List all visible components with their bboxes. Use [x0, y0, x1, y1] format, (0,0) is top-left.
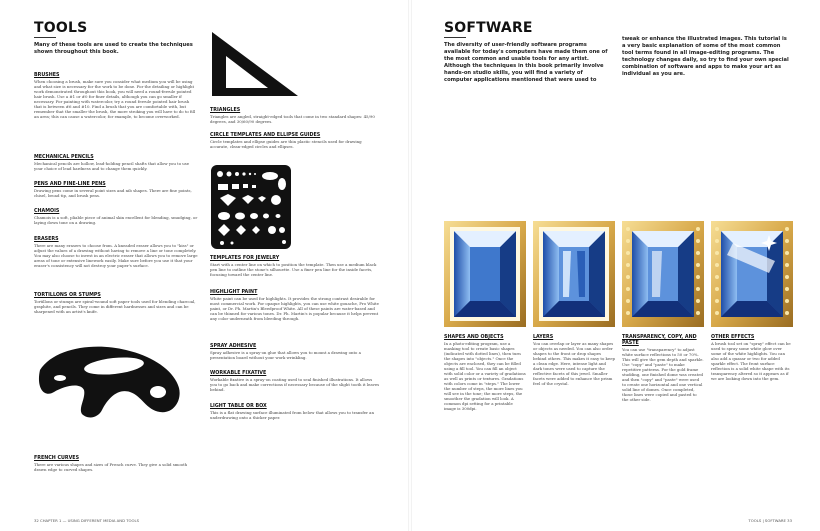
left-page	[0, 0, 408, 531]
text-jewelry-templates: Start with a center line on which to position the template. Then use a medium black pen line to outline the stone's silhouette. Use a finer pen line for the inside facets, focusing toward the center line.	[210, 262, 377, 277]
text-tortillons: Tortillons or stumps are spiral-wound soft paper tools used for blending charcoal, graphite, and pencils. They come in different hardnesses and sizes and can be sharpened with an artist's knife.	[34, 299, 196, 314]
tools-intro: Many of these tools are used to create the techniques shown throughout this book.	[34, 42, 193, 55]
text-spray-adhesive: Spray adhesive is a spray-on glue that allows you to mount a drawing onto a presentation board without your work wrinkling.	[210, 350, 361, 360]
heading-workable-fixative: WORKABLE FIXATIVE	[210, 371, 267, 376]
software-intro-col1: The diversity of user-friendly software programs available for today's computers have made them one of the most common and usable tools for any artist. Although the techniques in this book primarily involve hands-on studio skills, you will find a variety of computer applications mentioned that were used to	[444, 42, 608, 83]
text-other-effects: A brush tool set on "spray" effect can be used to spray some white glow over some of the white highlights. You can also add a quasar or two for added sparkle effect. The front surface reflection is a solid white shape with its transparency altered so it appears as if we are looking down into the gem.	[711, 341, 791, 381]
text-circle-templates: Circle templates and ellipse guides are thin plastic stencils used for drawing accurate, clean-edged circles and ellipses.	[210, 139, 362, 149]
section-shapes-objects	[444, 335, 526, 411]
gem-image-effects	[711, 221, 793, 327]
section-light-table	[210, 404, 380, 420]
left-folio: 32 CHAPTER 1 — USING DIFFERENT MEDIA AND TOOLS	[34, 518, 140, 523]
heading-tortillons: TORTILLONS OR STUMPS	[34, 293, 101, 298]
heading-chamois: CHAMOIS	[34, 209, 60, 214]
section-tortillons	[34, 293, 198, 314]
section-other-effects	[711, 335, 793, 381]
software-intro-col2: tweak or enhance the illustrated images. This tutorial is a very basic explanation of some of the most common tool terms found in all image-editing programs. The technology changes daily, so try to find your own special combination of software and apps to make your art as individual as you are.	[622, 36, 789, 77]
section-brushes	[34, 73, 198, 119]
text-light-table: This is a flat drawing surface illuminated from below that allows you to transfer an underdrawing onto a thicker paper.	[210, 410, 374, 420]
heading-circle-templates: CIRCLE TEMPLATES AND ELLIPSE GUIDES	[210, 133, 321, 138]
right-page	[412, 0, 820, 531]
heading-french-curves: FRENCH CURVES	[34, 456, 80, 461]
heading-erasers: ERASERS	[34, 237, 59, 242]
text-pens: Drawing pens come in several point sizes and nib shapes. There are fine points, chisel, broad tip, and brush pens.	[34, 188, 192, 198]
text-transparency: You can use "transparency" to adjust white surface reflections to 50 or 70%. This will give the gem depth and sparkle. Use "copy" and "paste" to make repetitive patterns. For the gold frame studding, one finished dome was created and then "copy" and "paste" were used to create one horizontal and one vertical solid line of domes. Once completed, those lines were copied and pasted to the other side.	[622, 347, 704, 402]
heading-triangles: TRIANGLES	[210, 108, 241, 113]
gem-image-layers	[533, 221, 615, 327]
heading-highlight-paint: HIGHLIGHT PAINT	[210, 290, 258, 295]
section-chamois	[34, 209, 198, 225]
heading-transparency: TRANSPARENCY, COPY, AND PASTE	[622, 335, 697, 346]
section-spray-adhesive	[210, 344, 380, 360]
section-transparency	[622, 335, 704, 402]
section-triangles	[210, 108, 380, 124]
heading-jewelry-templates: TEMPLATES FOR JEWELRY	[210, 256, 280, 261]
section-mechanical-pencils	[34, 155, 198, 171]
section-pens	[34, 182, 198, 198]
text-shapes-objects: In a photo-editing program, use a masking tool to create basic shapes (indicated with dotted lines), then turn the shapes into "objects." Once the objects are enclosed, they can be filled using a fill tool. You can fill an object with solid color or a variety of gradations as well as prints or textures. Gradations with colors come in "steps." The lower the number of steps, the more lines you will see in the tone; the more steps, the smoother the gradation will look. A common dpi setting for a printable image is 300dpi.	[444, 341, 526, 411]
text-mechanical-pencils: Mechanical pencils are hollow, lead-holding pencil shafts that allow you to use your choice of lead hardness and to change them quickly.	[34, 161, 190, 171]
gem-image-transparency	[622, 221, 704, 327]
heading-light-table: LIGHT TABLE OR BOX	[210, 404, 267, 409]
text-erasers: There are many erasers to choose from. A kneaded eraser allows you to "kiss" or adjust the values of a drawing without having to remove a line or tone completely. You may also choose to invest in an electric eraser that allows you to remove large areas of tone or extensive linework easily. Make sure before you use it that your eraser's consistency will not destroy your paper's surface.	[34, 243, 198, 268]
heading-pens: PENS AND FINE-LINE PENS	[34, 182, 106, 187]
section-erasers	[34, 237, 198, 268]
page-title-tools: TOOLS	[34, 20, 88, 36]
page-title-software: SOFTWARE	[444, 20, 533, 36]
text-workable-fixative: Workable fixative is a spray-on coating used to seal finished illustrations. It allows you to go back and make corrections if necessary because of the slight tooth it leaves behind.	[210, 377, 380, 392]
heading-mechanical-pencils: MECHANICAL PENCILS	[34, 155, 94, 160]
section-highlight-paint	[210, 290, 380, 321]
french-curve-image	[34, 340, 184, 422]
text-highlight-paint: White paint can be used for highlights. It provides the strong contrast desirable for most commercial work. For opaque highlights, you can use white gouache, Pro White paint, or Dr. Ph. Martin's Bleedproof White. All of these paints are water-based and can be thinned for various tones. Dr. Ph. Martin's is popular because it helps prevent any color underneath from bleeding through.	[210, 296, 379, 321]
text-french-curves: There are various shapes and sizes of French curve. They give a solid smooth drawn edge to curved shapes.	[34, 462, 188, 472]
heading-spray-adhesive: SPRAY ADHESIVE	[210, 344, 257, 349]
right-folio: TOOLS | SOFTWARE 33	[748, 518, 792, 523]
text-layers: You can overlap or layer as many shapes or objects as needed. You can also order shapes to the front or drop shapes behind others. This makes it easy to keep a clean edge. Here, intense light and dark tones were used to capture the reflective facets of this jewel. Smaller facets were added to enhance the prism feel of the crystal.	[533, 341, 615, 386]
text-chamois: Chamois is a soft, pliable piece of animal skin excellent for blending, smudging, or laying down tone on a drawing.	[34, 215, 198, 225]
section-layers	[533, 335, 615, 386]
heading-brushes: BRUSHES	[34, 73, 60, 78]
text-triangles: Triangles are angled, straight-edged tools that come in two standard shapes: 45/90 degrees, and 30/60/90 degrees.	[210, 114, 375, 124]
heading-shapes-objects: SHAPES AND OBJECTS	[444, 335, 504, 340]
section-jewelry-templates	[210, 256, 380, 277]
section-workable-fixative	[210, 371, 380, 392]
text-brushes: When choosing a brush, make sure you consider what medium you will be using and what size is necessary for the work to be done. For the detailing or highlight work demonstrated throughout this book, you will need a round-ferrule pointed hair brush. Use a #1 or #0 for finer details, although you can go smaller if necessary. For painting with watercolor, try a round ferrule pointed hair brush that is between #6 and #10. Find a brush that you are comfortable with, but remember that the smaller the brush, the more stroking you will have to do to fill an area; this can cause a watercolor, for example, to become overworked.	[34, 79, 196, 119]
heading-layers: LAYERS	[533, 335, 554, 340]
section-french-curves	[34, 456, 198, 472]
triangle-image	[210, 30, 300, 98]
gem-image-shapes	[444, 221, 526, 327]
heading-other-effects: OTHER EFFECTS	[711, 335, 755, 340]
jewelry-template-image	[210, 164, 292, 250]
section-circle-templates	[210, 133, 380, 149]
